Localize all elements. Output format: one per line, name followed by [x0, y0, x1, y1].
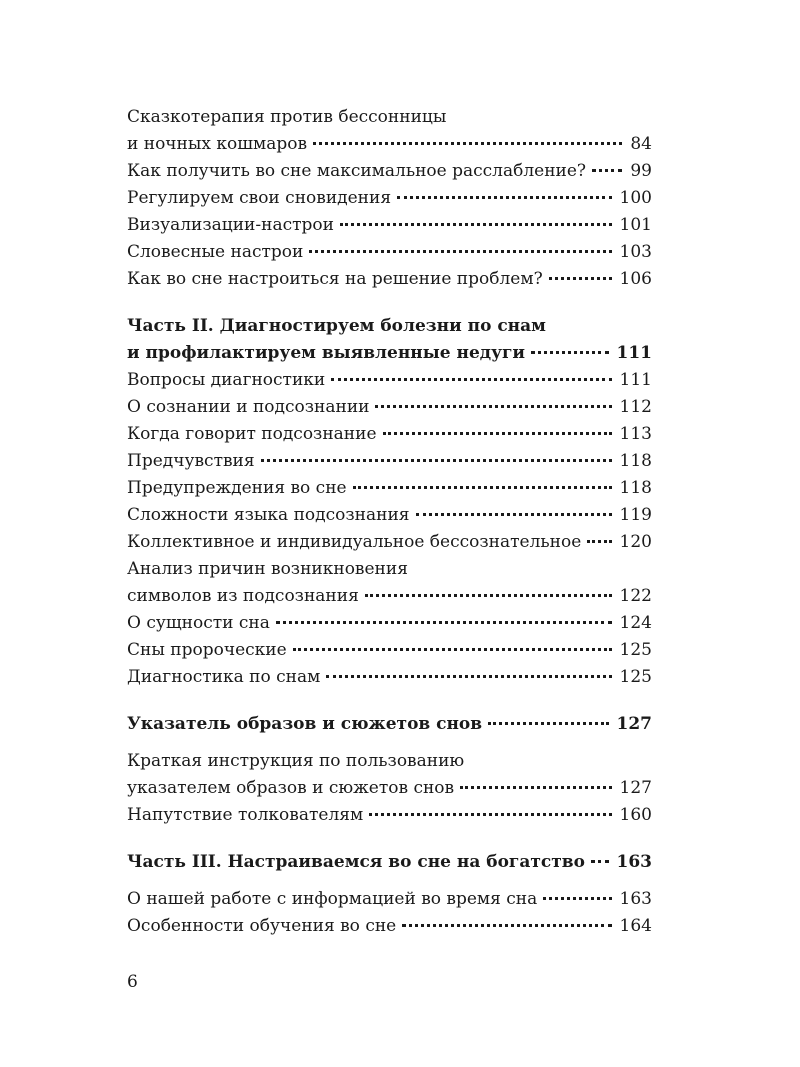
- toc-entry[interactable]: [127, 664, 652, 691]
- toc-entry[interactable]: [127, 886, 652, 913]
- toc-entry-title: Краткая инструкция по пользованию: [127, 751, 465, 771]
- toc-entry[interactable]: [127, 158, 652, 185]
- dot-leader: [402, 924, 611, 927]
- toc-entry-title: Напутствие толкователям: [127, 805, 364, 825]
- toc-entry-title: Предчувствия: [127, 451, 255, 471]
- toc-entry[interactable]: [127, 239, 652, 266]
- dot-leader: [375, 405, 611, 408]
- toc-entry-title: Сны пророческие: [127, 640, 287, 660]
- toc-page-number: 160: [619, 805, 652, 825]
- toc-page-number: 113: [619, 424, 652, 444]
- toc-entry[interactable]: [127, 748, 652, 802]
- toc-page-number: 164: [619, 916, 652, 936]
- toc-entry[interactable]: [127, 185, 652, 212]
- toc-entry-title: Диагностика по снам: [127, 667, 321, 687]
- toc-entry-title: Сложности языка подсознания: [127, 505, 410, 525]
- toc-entry-title: Как получить во сне максимальное расслабление?: [127, 161, 587, 181]
- toc-entry-title: Словесные настрои: [127, 242, 304, 262]
- dot-leader: [416, 513, 612, 516]
- toc-page-number: 84: [630, 134, 652, 154]
- toc-entry[interactable]: [127, 637, 652, 664]
- section-gap: [127, 293, 652, 313]
- toc-entry[interactable]: [127, 448, 652, 475]
- toc-page-number: 118: [619, 451, 652, 471]
- toc-entry[interactable]: [127, 475, 652, 502]
- toc-entry[interactable]: [127, 556, 652, 610]
- toc-entry[interactable]: [127, 502, 652, 529]
- toc-page-number: 163: [616, 852, 652, 872]
- toc-entry-title: символов из подсознания: [127, 586, 359, 606]
- toc-entry-title: Как во сне настроиться на решение проблем?: [127, 269, 543, 289]
- dot-leader: [261, 459, 612, 462]
- toc-entry-title: О нашей работе с информацией во время сна: [127, 889, 538, 909]
- table-of-contents: [127, 104, 652, 940]
- toc-entry[interactable]: [127, 212, 652, 239]
- section-gap: [127, 691, 652, 711]
- toc-entry[interactable]: [127, 913, 652, 940]
- toc-section-heading[interactable]: [127, 849, 652, 876]
- toc-entry-title: О сущности сна: [127, 613, 270, 633]
- toc-page-number: 99: [630, 161, 652, 181]
- toc-page-number: 101: [619, 215, 652, 235]
- toc-entry[interactable]: [127, 802, 652, 829]
- dot-leader: [326, 675, 611, 678]
- dot-leader: [591, 860, 609, 863]
- toc-entry-title: Регулируем свои сновидения: [127, 188, 392, 208]
- toc-entry-title: Часть II. Диагностируем болезни по снам: [127, 316, 546, 336]
- toc-page-number: 106: [619, 269, 652, 289]
- toc-entry-title: Указатель образов и сюжетов снов: [127, 714, 483, 734]
- dot-leader: [276, 621, 612, 624]
- dot-leader: [397, 196, 611, 199]
- toc-entry[interactable]: [127, 367, 652, 394]
- toc-entry-title: Часть III. Настраиваемся во сне на богатство: [127, 852, 585, 872]
- dot-leader: [383, 432, 612, 435]
- dot-leader: [543, 897, 611, 900]
- toc-entry[interactable]: [127, 529, 652, 556]
- toc-page-number: 127: [616, 714, 652, 734]
- toc-page-number: 111: [616, 343, 652, 363]
- toc-page-number: 124: [619, 613, 652, 633]
- toc-page-number: 118: [619, 478, 652, 498]
- toc-entry-title: Визуализации-настрои: [127, 215, 334, 235]
- dot-leader: [293, 648, 612, 651]
- toc-entry[interactable]: [127, 266, 652, 293]
- dot-leader: [313, 142, 622, 145]
- toc-entry[interactable]: [127, 610, 652, 637]
- toc-page-number: 122: [619, 586, 652, 606]
- dot-leader: [549, 277, 612, 280]
- toc-entry-title: указателем образов и сюжетов снов: [127, 778, 455, 798]
- toc-entry-title: О сознании и подсознании: [127, 397, 370, 417]
- toc-page-number: 127: [619, 778, 652, 798]
- page-number: 6: [127, 972, 138, 992]
- toc-entry-title: Сказкотерапия против бессонницы: [127, 107, 447, 127]
- toc-section-heading[interactable]: [127, 313, 652, 367]
- toc-entry[interactable]: [127, 394, 652, 421]
- toc-entry[interactable]: [127, 421, 652, 448]
- section-gap: [127, 738, 652, 748]
- dot-leader: [365, 594, 612, 597]
- toc-entry-title: и ночных кошмаров: [127, 134, 308, 154]
- toc-entry-title: Особенности обучения во сне: [127, 916, 397, 936]
- toc-entry-title: и профилактируем выявленные недуги: [127, 343, 526, 363]
- toc-entry-title: Коллективное и индивидуальное бессознательное: [127, 532, 582, 552]
- section-gap: [127, 876, 652, 886]
- dot-leader: [309, 250, 611, 253]
- toc-section-heading[interactable]: [127, 711, 652, 738]
- toc-page-number: 100: [619, 188, 652, 208]
- dot-leader: [340, 223, 612, 226]
- dot-leader: [369, 813, 611, 816]
- dot-leader: [587, 540, 611, 543]
- dot-leader: [592, 169, 622, 172]
- dot-leader: [488, 722, 608, 725]
- toc-entry-title: Вопросы диагностики: [127, 370, 326, 390]
- toc-page-number: 103: [619, 242, 652, 262]
- toc-entry-title: Предупреждения во сне: [127, 478, 347, 498]
- toc-entry-title: Анализ причин возникновения: [127, 559, 408, 579]
- toc-page-number: 111: [619, 370, 652, 390]
- toc-page-number: 125: [619, 640, 652, 660]
- toc-page-number: 112: [619, 397, 652, 417]
- dot-leader: [353, 486, 612, 489]
- toc-page-number: 163: [619, 889, 652, 909]
- toc-page-number: 119: [619, 505, 652, 525]
- toc-page-number: 125: [619, 667, 652, 687]
- toc-entry[interactable]: [127, 104, 652, 158]
- section-gap: [127, 829, 652, 849]
- toc-page-number: 120: [619, 532, 652, 552]
- dot-leader: [460, 786, 611, 789]
- dot-leader: [531, 351, 608, 354]
- toc-entry-title: Когда говорит подсознание: [127, 424, 377, 444]
- dot-leader: [331, 378, 611, 381]
